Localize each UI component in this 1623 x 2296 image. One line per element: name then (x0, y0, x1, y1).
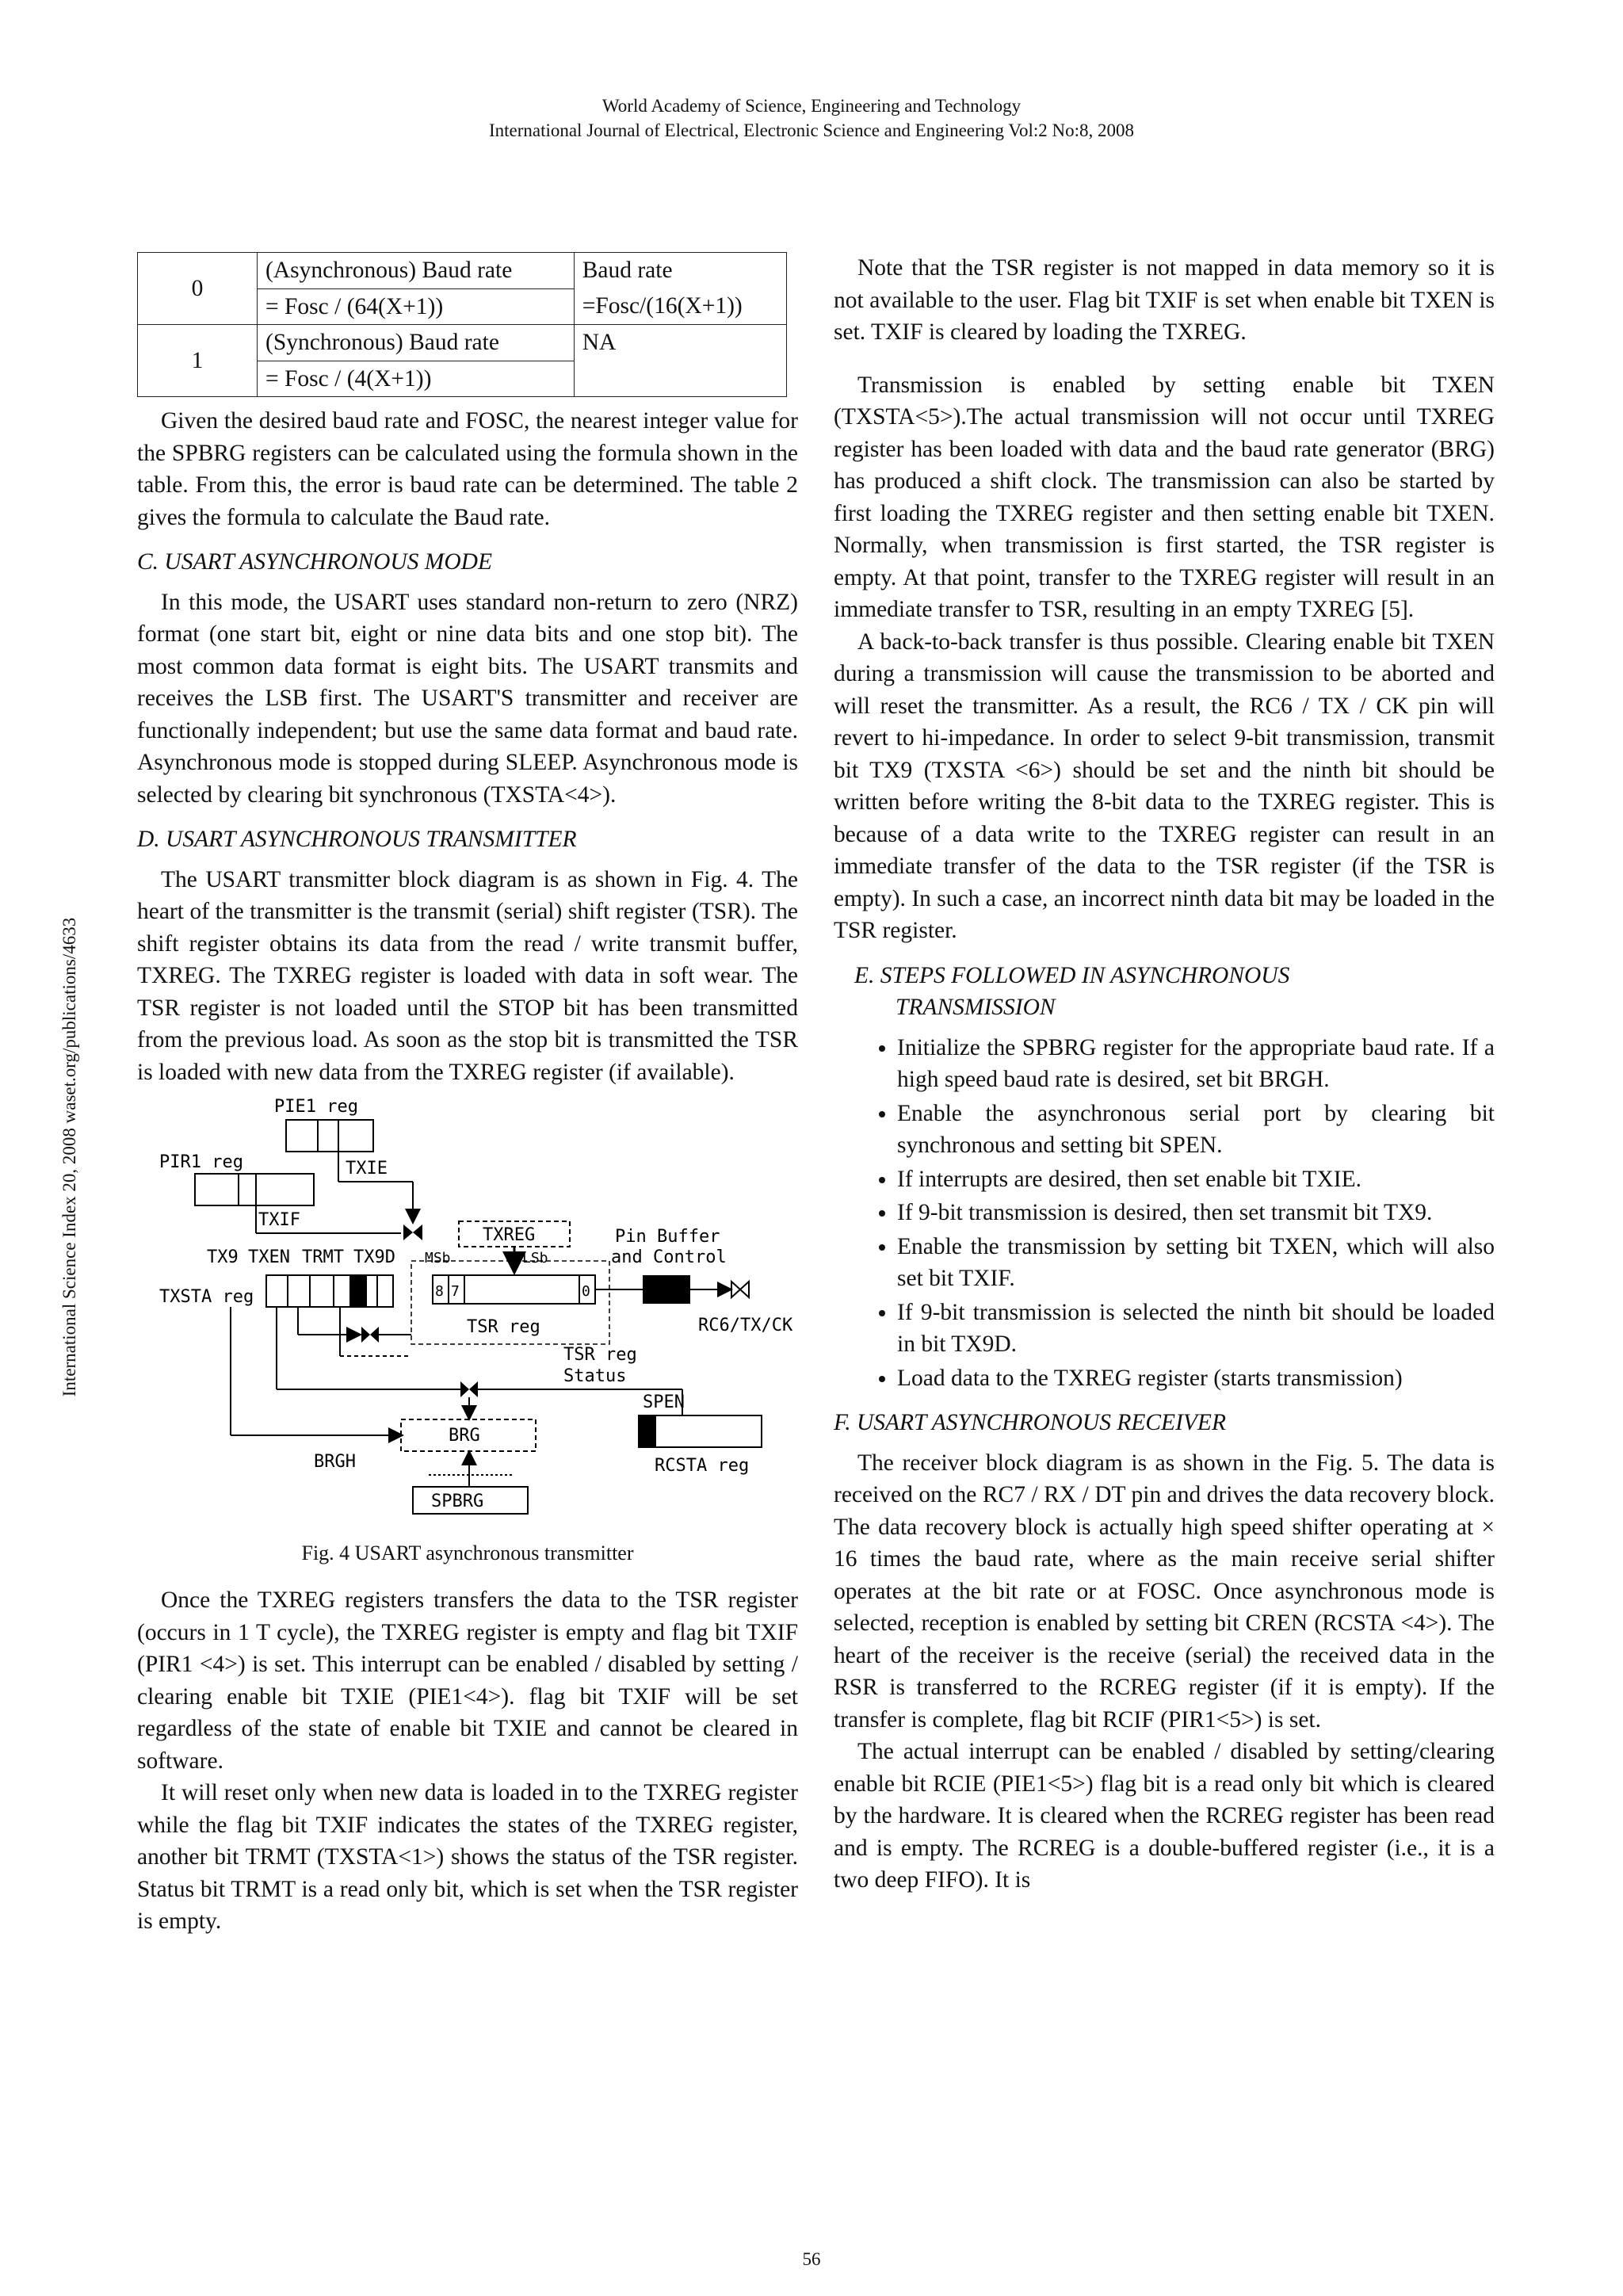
spen-label: SPEN (643, 1392, 685, 1412)
table-cell: = Fosc / (4(X+1)) (258, 361, 575, 397)
txreg-label: TXREG (483, 1225, 536, 1245)
figure-4 (137, 1095, 798, 1567)
list-item: • Enable the asynchronous serial port by clearing bit synchronous and setting bit SPEN. (897, 1098, 1495, 1162)
section-heading-e-line1: E. STEPS FOLLOWED IN ASYNCHRONOUS (854, 962, 1290, 988)
table-row (138, 325, 787, 361)
paragraph: A back-to-back transfer is thus possible. Clearing enable bit TXEN during a transmission will cause the transmission to be aborted and will reset the transmitter. As a result, the RC6 / TX / CK pin will revert to hi-impedance. In order to select 9-bit transmission, transmit bit TX9 (TXSTA <6>) should be set and the ninth bit should be written before writing the 8-bit data to the TXREG register. This is because of a data write to the TXREG register can result in an immediate transfer of the data to the TSR register (if the TSR is empty). In such a case, an incorrect ninth data bit may be loaded in the TSR register. (834, 628, 1495, 943)
rc6-pin-label: RC6/TX/CK (698, 1316, 793, 1335)
table-cell: (Synchronous) Baud rate (258, 325, 575, 361)
section-heading-c: C. USART ASYNCHRONOUS MODE (137, 549, 493, 575)
journal-name: World Academy of Science, Engineering and Technology (601, 96, 1022, 116)
table-cell: =Fosc/(16(X+1)) (574, 288, 786, 325)
list-item: • Initialize the SPBRG register for the appropriate baud rate. If a high speed baud rate is desired, set bit BRGH. (897, 1032, 1495, 1096)
rcsta-label: RCSTA reg (655, 1456, 750, 1476)
running-header (0, 94, 1623, 143)
table-row (138, 253, 787, 289)
table-cell: 1 (138, 325, 258, 397)
txsta-label: TXSTA reg (159, 1287, 254, 1307)
brgh-label: BRGH (314, 1452, 356, 1472)
list-item: • If 9-bit transmission is selected the ninth bit should be loaded in bit TX9D. (897, 1297, 1495, 1361)
pir1-label: PIR1 reg (159, 1152, 243, 1172)
side-index-label: International Science Index 20, 2008 waset.org/publications/4633 (59, 917, 79, 1397)
page-number: 56 (802, 2249, 821, 2269)
table-cell: (Asynchronous) Baud rate (258, 253, 575, 289)
list-item: • If 9-bit transmission is desired, then set transmit bit TX9. (897, 1197, 1495, 1229)
usart-transmitter-diagram (159, 1095, 793, 1530)
paragraph: Note that the TSR register is not mapped in data memory so it is not available to the user. Flag bit TXIF is set when enable bit TXEN is set. TXIF is cleared by loading the TXREG. (834, 255, 1495, 345)
section-heading-f: F. USART ASYNCHRONOUS RECEIVER (834, 1410, 1226, 1435)
tsr-bit0: 0 (582, 1283, 590, 1300)
journal-volume: International Journal of Electrical, Electronic Science and Engineering Vol:2 No:8, 2008 (488, 120, 1135, 140)
lsb-label: LSb (522, 1250, 548, 1266)
tsr-bit8: 8 (435, 1283, 444, 1300)
paragraph: It will reset only when new data is loaded in to the TXREG register while the flag bit TXIF indicates the states of the TXREG register, another bit TRMT (TXSTA<1>) shows the status of the TSR register. Status bit TRMT is a read only bit, which is set when the TSR register is empty. (137, 1780, 798, 1934)
paragraph: Given the desired baud rate and FOSC, the nearest integer value for the SPBRG registers can be calculated using the formula shown in the table. From this, the error is baud rate can be determined. The table 2 gives the formula to calculate the Baud rate. (137, 408, 798, 530)
tsr-status-label-1: TSR reg (563, 1345, 637, 1365)
paragraph: Once the TXREG registers transfers the data to the TSR register (occurs in 1 T cycle), the TXREG register is empty and flag bit TXIF (PIR1 <4>) is set. This interrupt can be enabled / disabled by setting / clearing enable bit TXIE (PIE1<4>). flag bit TXIF will be set regardless of the state of enable bit TXIE and cannot be cleared in software. (137, 1587, 798, 1774)
table-cell: 0 (138, 253, 258, 325)
txen-label: TXEN (248, 1247, 290, 1267)
figure-caption: Fig. 4 USART asynchronous transmitter (301, 1541, 634, 1564)
tsr-bit7: 7 (451, 1283, 460, 1300)
tsr-status-label-2: Status (563, 1366, 627, 1386)
pin-buffer-label-2: and Control (611, 1247, 727, 1267)
section-heading-e-line2: TRANSMISSION (896, 995, 1056, 1020)
brg-label: BRG (449, 1426, 480, 1446)
tx9d-label: TX9D (353, 1247, 395, 1267)
section-heading-d: D. USART ASYNCHRONOUS TRANSMITTER (137, 827, 577, 852)
steps-list (834, 1032, 1495, 1395)
list-item: • If interrupts are desired, then set enable bit TXIE. (897, 1163, 1495, 1196)
pie1-label: PIE1 reg (274, 1097, 358, 1117)
paragraph: The receiver block diagram is as shown in the Fig. 5. The data is received on the RC7 / RX / DT pin and drives the data recovery block. The data recovery block is actually high speed shifter operating at × 16 times the baud rate, where as the main receive serial shifter operates at the bit rate or at FOSC. Once asynchronous mode is selected, reception is enabled by setting bit CREN (RCSTA <4>). The heart of the receiver is the receive (serial) the received data in the RSR is transferred to the RCREG register (if it is empty). If the transfer is complete, flag bit RCIF (PIR1<5>) is set. (834, 1450, 1495, 1733)
tsr-label: TSR reg (467, 1317, 540, 1337)
section-heading-e (834, 960, 1495, 1024)
table-cell: Baud rate (574, 253, 786, 289)
tx9-label: TX9 (207, 1247, 239, 1267)
paragraph: The USART transmitter block diagram is as shown in Fig. 4. The heart of the transmitter is the transmit (serial) shift register (TSR). The shift register obtains its data from the read / write transmit buffer, TXREG. The TXREG register is loaded with data in soft wear. The TSR register is not loaded until the STOP bit has been transmitted from the previous load. As soon as the stop bit is transmitted the TSR is loaded with new data from the TXREG register (if available). (137, 866, 798, 1085)
list-item: • Enable the transmission by setting bit TXEN, which will also set bit TXIF. (897, 1231, 1495, 1295)
spbrg-label: SPBRG (431, 1492, 484, 1511)
pin-buffer-label-1: Pin Buffer (615, 1227, 720, 1247)
left-column (137, 252, 798, 1938)
paragraph: The actual interrupt can be enabled / disabled by setting/clearing enable bit RCIE (PIE1<5>) flag bit is a read only bit which is cleared by the hardware. It is cleared when the RCREG register has been read and is empty. The RCREG is a double-buffered register (i.e., it is a two deep FIFO). It is (834, 1739, 1495, 1893)
msb-label: MSb (425, 1250, 451, 1266)
right-column (834, 252, 1495, 1897)
table-cell: = Fosc / (64(X+1)) (258, 288, 575, 325)
trmt-label: TRMT (302, 1247, 344, 1267)
table-cell: NA (574, 325, 786, 361)
baud-rate-table (137, 252, 787, 397)
paragraph: Transmission is enabled by setting enable bit TXEN (TXSTA<5>).The actual transmission will not occur until TXREG register has been loaded with data and the baud rate generator (BRG) has produced a shift clock. The transmission can also be started by first loading the TXREG register and then setting enable bit TXEN. Normally, when transmission is first started, the TSR register is empty. At that point, transfer to the TXREG register will result in an immediate transfer to TSR, resulting in an empty TXREG [5]. (834, 372, 1495, 622)
paragraph: In this mode, the USART uses standard non-return to zero (NRZ) format (one start bit, eight or nine data bits and one stop bit). The most common data format is eight bits. The USART transmits and receives the LSB first. The USART'S transmitter and receiver are functionally independent; but use the same data format and baud rate. Asynchronous mode is stopped during SLEEP. Asynchronous mode is selected by clearing bit synchronous (TXSTA<4>). (137, 589, 798, 808)
txif-label: TXIF (258, 1210, 300, 1230)
txie-label: TXIE (346, 1159, 388, 1179)
table-cell (574, 361, 786, 397)
list-item: • Load data to the TXREG register (starts transmission) (897, 1362, 1495, 1395)
